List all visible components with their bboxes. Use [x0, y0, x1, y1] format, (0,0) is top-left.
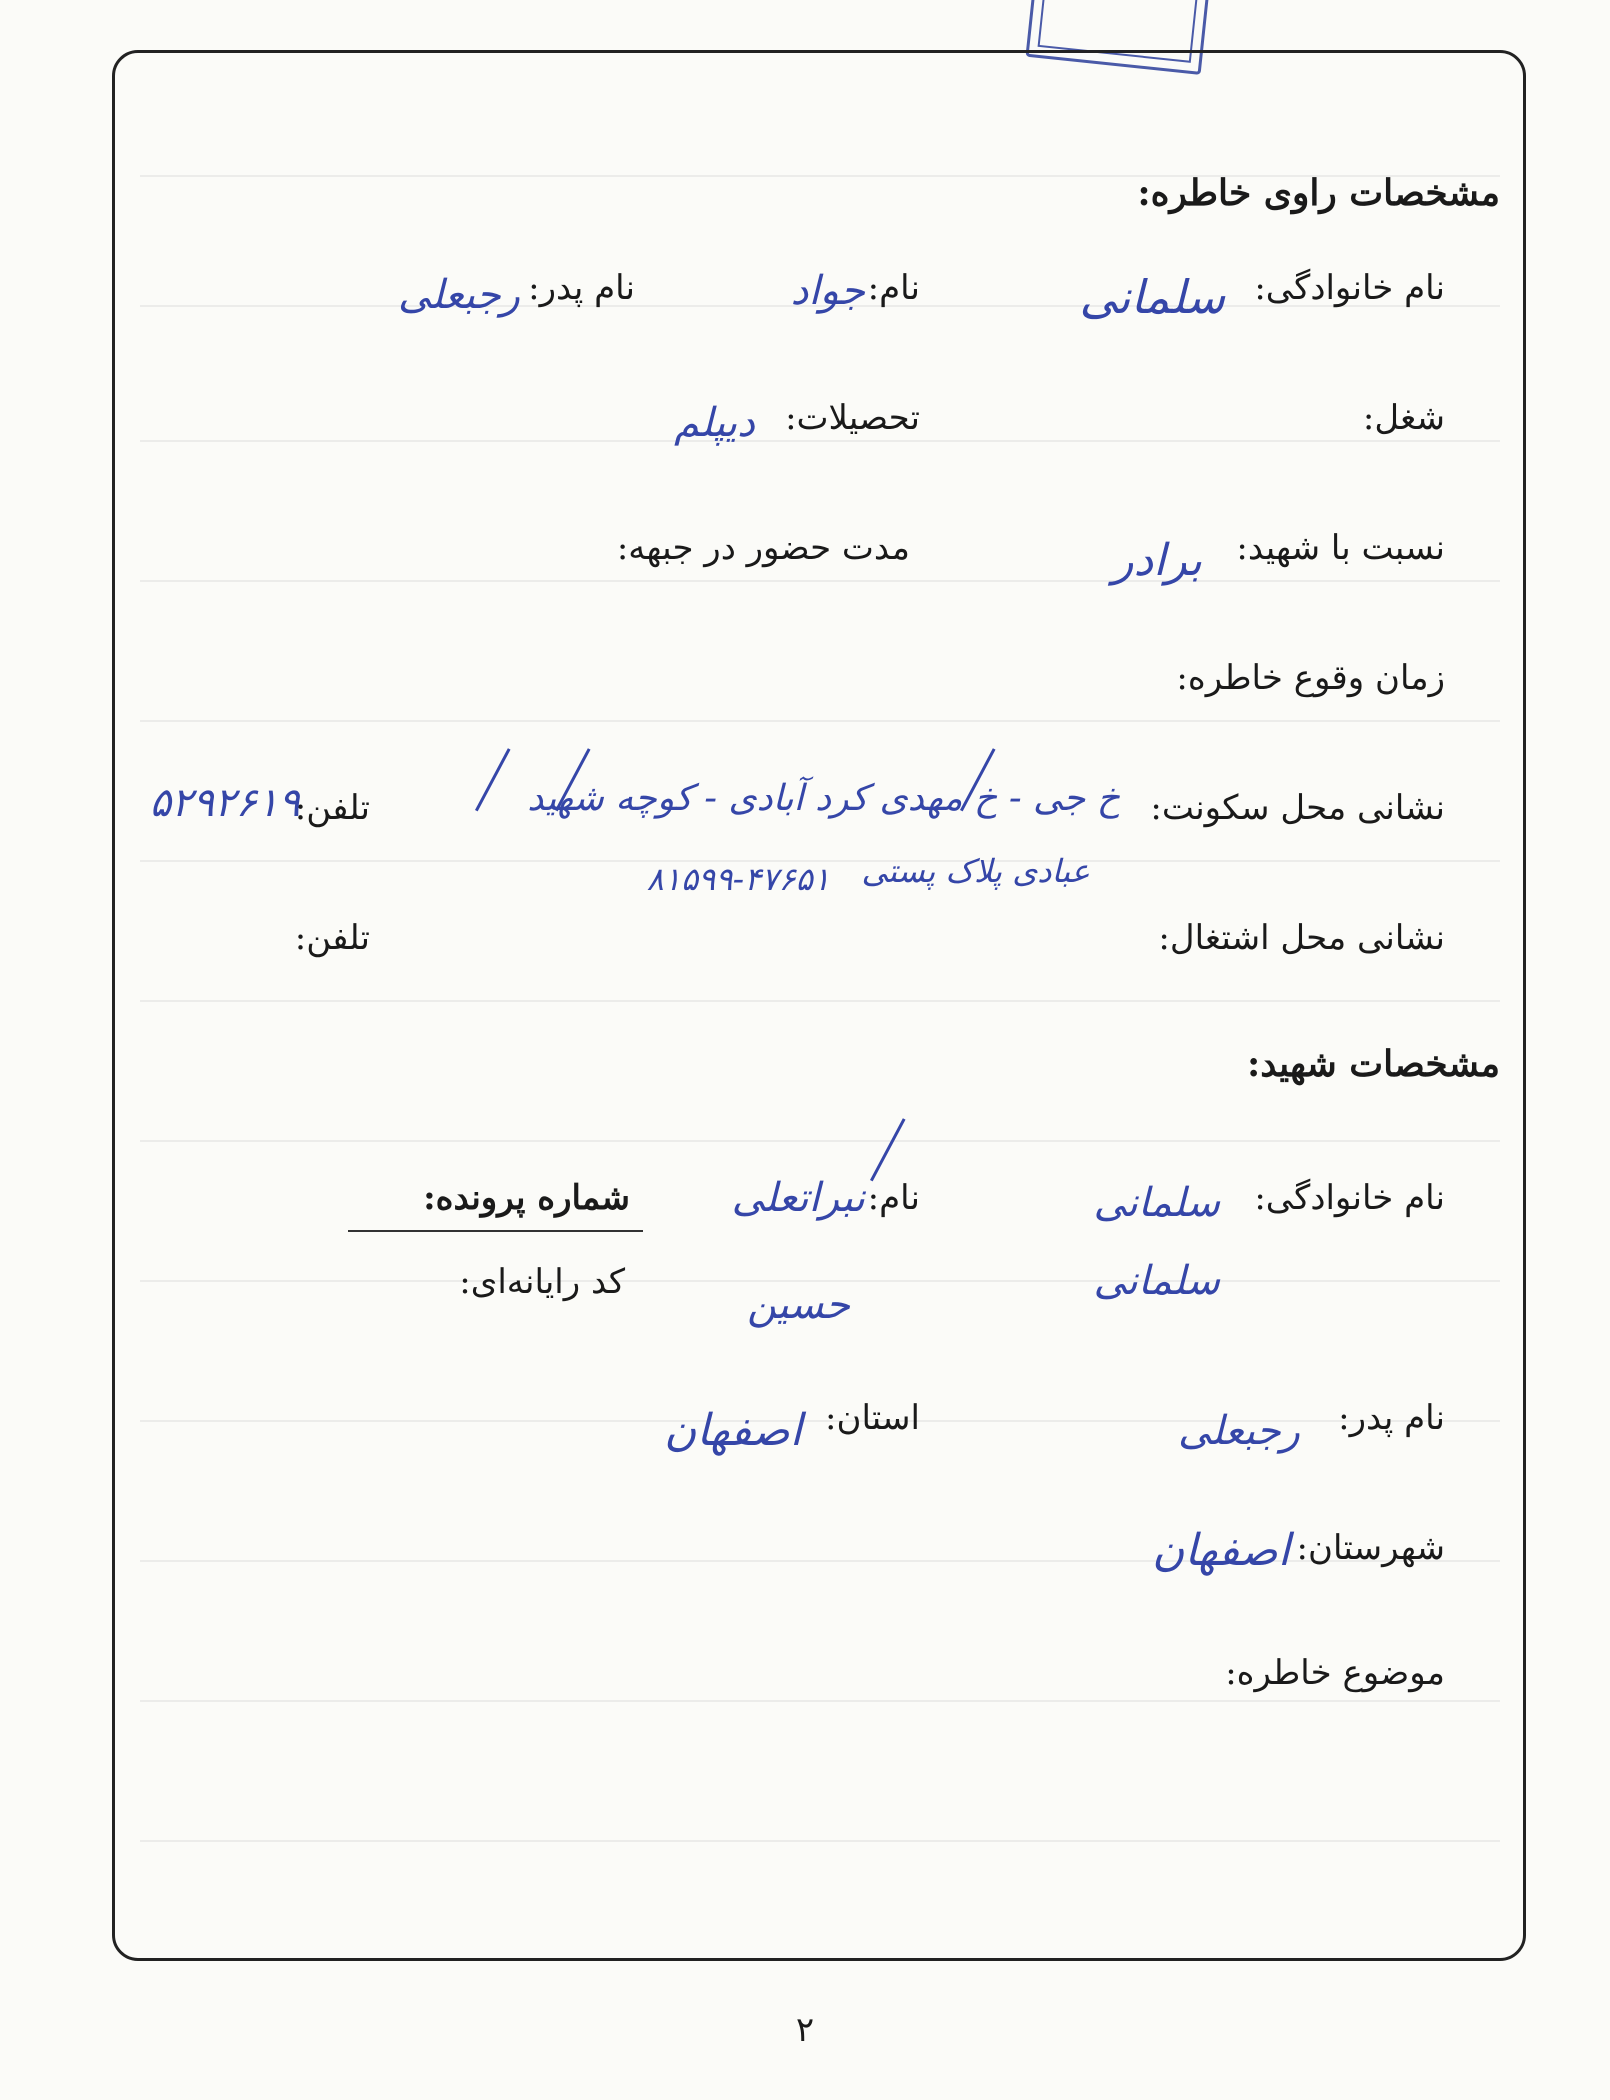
narrator-home-phone-label: تلفن: — [294, 788, 370, 828]
narrator-home-address-label: نشانی محل سکونت: — [1150, 788, 1445, 828]
narrator-work-address-label: نشانی محل اشتغال: — [1158, 918, 1445, 958]
narrator-heading: مشخصات راوی خاطره: — [1137, 172, 1500, 214]
martyr-county-value: اصفهان — [1152, 1525, 1290, 1576]
narrator-home-address-line2: عبادی پلاک پستی — [861, 852, 1090, 890]
bleed-line — [140, 1140, 1500, 1142]
bleed-line — [140, 1840, 1500, 1842]
bleed-line — [140, 440, 1500, 442]
martyr-family-name-value: سلمانی — [1093, 1180, 1220, 1226]
bleed-line — [140, 1700, 1500, 1702]
narrator-father-value: رجبعلی — [398, 272, 520, 318]
martyr-file-number-label: شماره پرونده: — [423, 1178, 630, 1218]
narrator-family-name-label: نام خانوادگی: — [1254, 268, 1445, 308]
narrator-father-label: نام پدر: — [528, 268, 635, 308]
martyr-computer-code-label: کد رایانه‌ای: — [459, 1262, 625, 1302]
martyr-family-name-value-2: سلمانی — [1093, 1258, 1220, 1304]
martyr-family-name-label: نام خانوادگی: — [1254, 1178, 1445, 1218]
narrator-job-label: شغل: — [1362, 398, 1445, 438]
narrator-education-label: تحصیلات: — [785, 398, 920, 438]
narrator-education-value: دیپلم — [674, 400, 755, 446]
narrator-relation-label: نسبت با شهید: — [1236, 528, 1445, 568]
narrator-front-duration-label: مدت حضور در جبهه: — [616, 528, 910, 568]
file-number-underline — [348, 1230, 643, 1232]
martyr-heading: مشخصات شهید: — [1246, 1043, 1500, 1085]
martyr-first-name-label: نام: — [867, 1178, 920, 1218]
narrator-work-phone-label: تلفن: — [294, 918, 370, 958]
narrator-home-phone-value: ۵۲۹۲۶۱۹ — [149, 780, 300, 826]
martyr-first-name-value: نبراتعلی — [731, 1175, 865, 1221]
narrator-relation-value: برادر — [1112, 535, 1202, 586]
narrator-first-name-value: جواد — [790, 268, 865, 314]
martyr-first-name-value-2: حسین — [747, 1282, 850, 1328]
narrator-postal-code: ۸۱۵۹۹-۴۷۶۵۱ — [646, 860, 830, 898]
narrator-home-address-value: خ جی - خ مهدی کرد آبادی - کوچه شهید — [527, 778, 1120, 819]
martyr-province-label: استان: — [825, 1398, 920, 1438]
martyr-county-label: شهرستان: — [1296, 1528, 1445, 1568]
narrator-memory-time-label: زمان وقوع خاطره: — [1176, 658, 1445, 698]
bleed-line — [140, 720, 1500, 722]
martyr-memory-topic-label: موضوع خاطره: — [1225, 1653, 1445, 1693]
bleed-line — [140, 1000, 1500, 1002]
bleed-line — [140, 580, 1500, 582]
narrator-first-name-label: نام: — [867, 268, 920, 308]
martyr-father-value: رجبعلی — [1178, 1408, 1300, 1454]
narrator-family-name-value: سلمانی — [1079, 270, 1225, 324]
martyr-province-value: اصفهان — [664, 1405, 802, 1456]
martyr-father-label: نام پدر: — [1338, 1398, 1445, 1438]
page-number: ۲ — [795, 2010, 815, 2050]
